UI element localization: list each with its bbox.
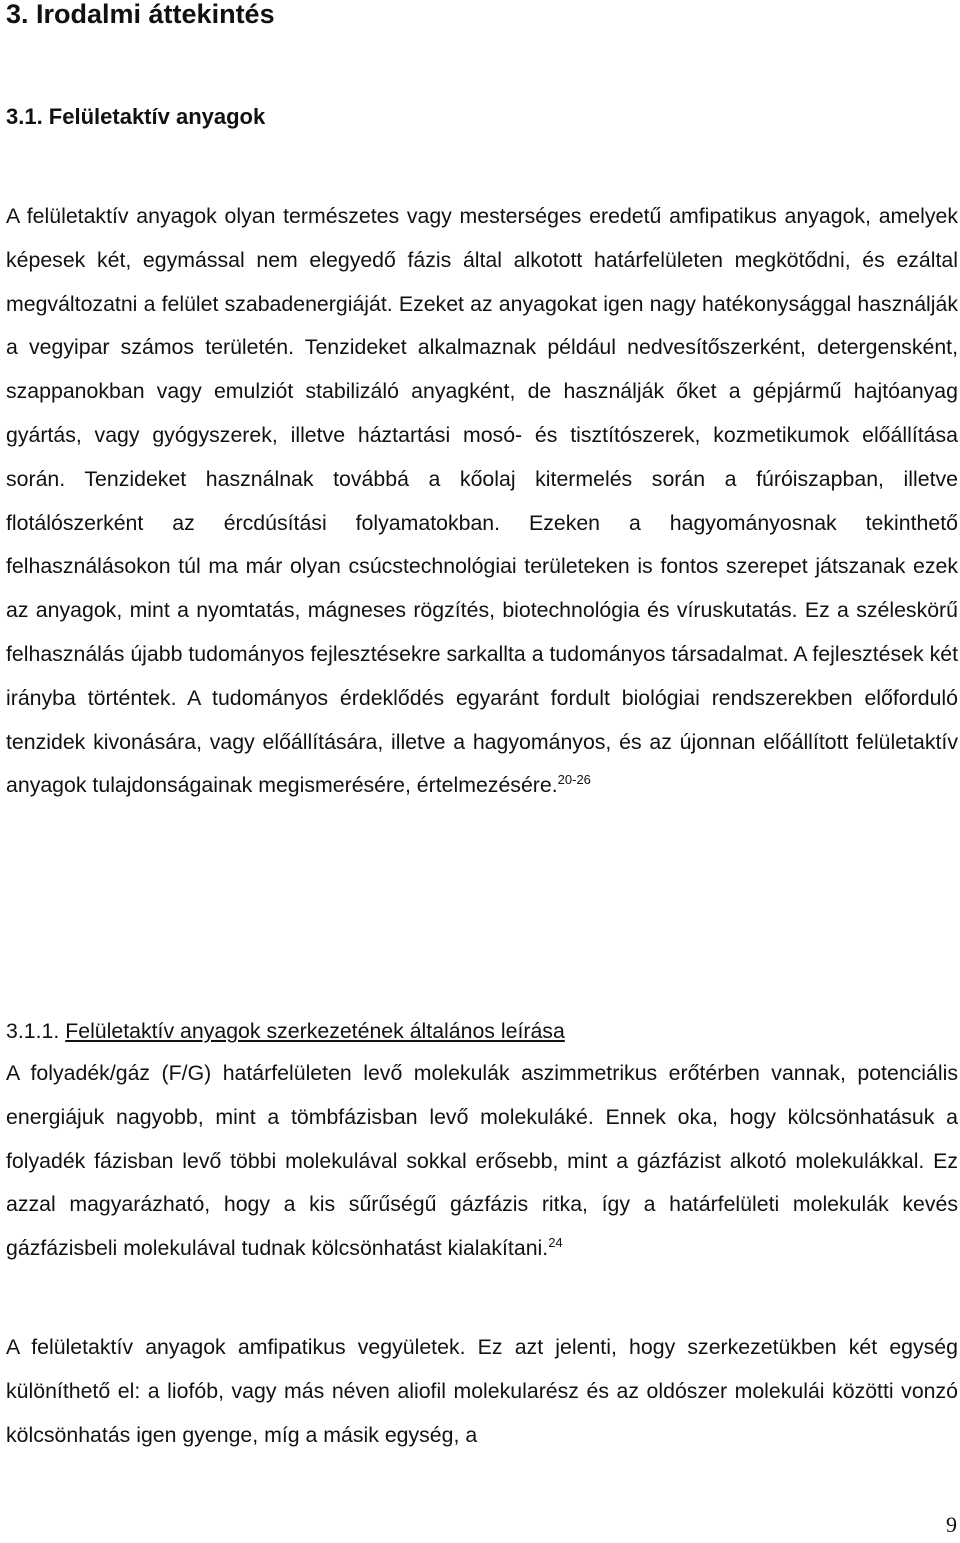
paragraph-text: A felületaktív anyagok amfipatikus vegyületek. Ez azt jelenti, hogy szerkezetükben két egység különíthető el: a liofób, vagy más néven aliofil molekularész és az oldószer molekulái közötti vonzó kölcsönhatás igen gyenge, míg a másik egység, a xyxy=(6,1335,958,1447)
body-paragraph-interface xyxy=(6,1052,958,1271)
subsubsection-heading xyxy=(6,1010,565,1054)
section-heading: 3. Irodalmi áttekintés xyxy=(6,0,275,29)
citation-reference: 24 xyxy=(548,1235,563,1251)
body-paragraph-amphipathic xyxy=(6,1326,958,1457)
body-paragraph-intro xyxy=(6,195,958,808)
subsubsection-title: Felületaktív anyagok szerkezetének általános leírása xyxy=(65,1019,565,1043)
paragraph-text: A felületaktív anyagok olyan természetes vagy mesterséges eredetű amfipatikus anyagok, amelyek képesek két, egymással nem elegyedő fázis által alkotott határfelületen megkötődni, és ezáltal megváltozatni a felület szabadenergiáját. Ezeket az anyagokat igen nagy hatékonysággal használják a vegyipar számos területén. Tenzideket alkalmaznak például nedvesítőszerként, detergensként, szappanokban vagy emulziót stabilizáló anyagként, de használják őket a gépjármű hajtóanyag gyártás, vagy gyógyszerek, illetve háztartási mosó- és tisztítószerek, kozmetikumok előállítása során. Tenzideket használnak továbbá a kőolaj kitermelés során a fúróiszapban, illetve flotálószerként az ércdúsítási folyamatokban. Ezeken a hagyományosnak tekinthető felhasználásokon túl ma már olyan csúcstechnológiai területeken is fontos szerepet játszanak ezek az anyagok, mint a nyomtatás, mágneses rögzítés, biotechnológia és víruskutatás. Ez a széleskörű felhasználás újabb tudományos fejlesztésekre sarkallta a tudományos társadalmat. A fejlesztések két irányba történtek. A tudományos érdeklődés egyaránt fordult biológiai rendszerekben előforduló tenzidek kivonására, vagy előállítására, illetve a hagyományos, és az újonnan előállított felületaktív anyagok tulajdonságainak megismerésére, értelmezésére. xyxy=(6,204,958,798)
citation-reference: 20-26 xyxy=(557,772,591,788)
page-number: 9 xyxy=(946,1512,957,1537)
paragraph-text: A folyadék/gáz (F/G) határfelületen levő molekulák aszimmetrikus erőtérben vannak, potenciális energiájuk nagyobb, mint a tömbfázisban levő molekuláké. Ennek oka, hogy kölcsönhatásuk a folyadék fázisban levő többi molekulával sokkal erősebb, mint a gázfázist alkotó molekulákkal. Ez azzal magyarázható, hogy a kis sűrűségű gázfázis ritka, így a határfelületi molekulák kevés gázfázisbeli molekulával tudnak kölcsönhatást kialakítani. xyxy=(6,1061,958,1261)
subsubsection-number: 3.1.1. xyxy=(6,1019,60,1043)
subsection-heading: 3.1. Felületaktív anyagok xyxy=(6,104,266,129)
